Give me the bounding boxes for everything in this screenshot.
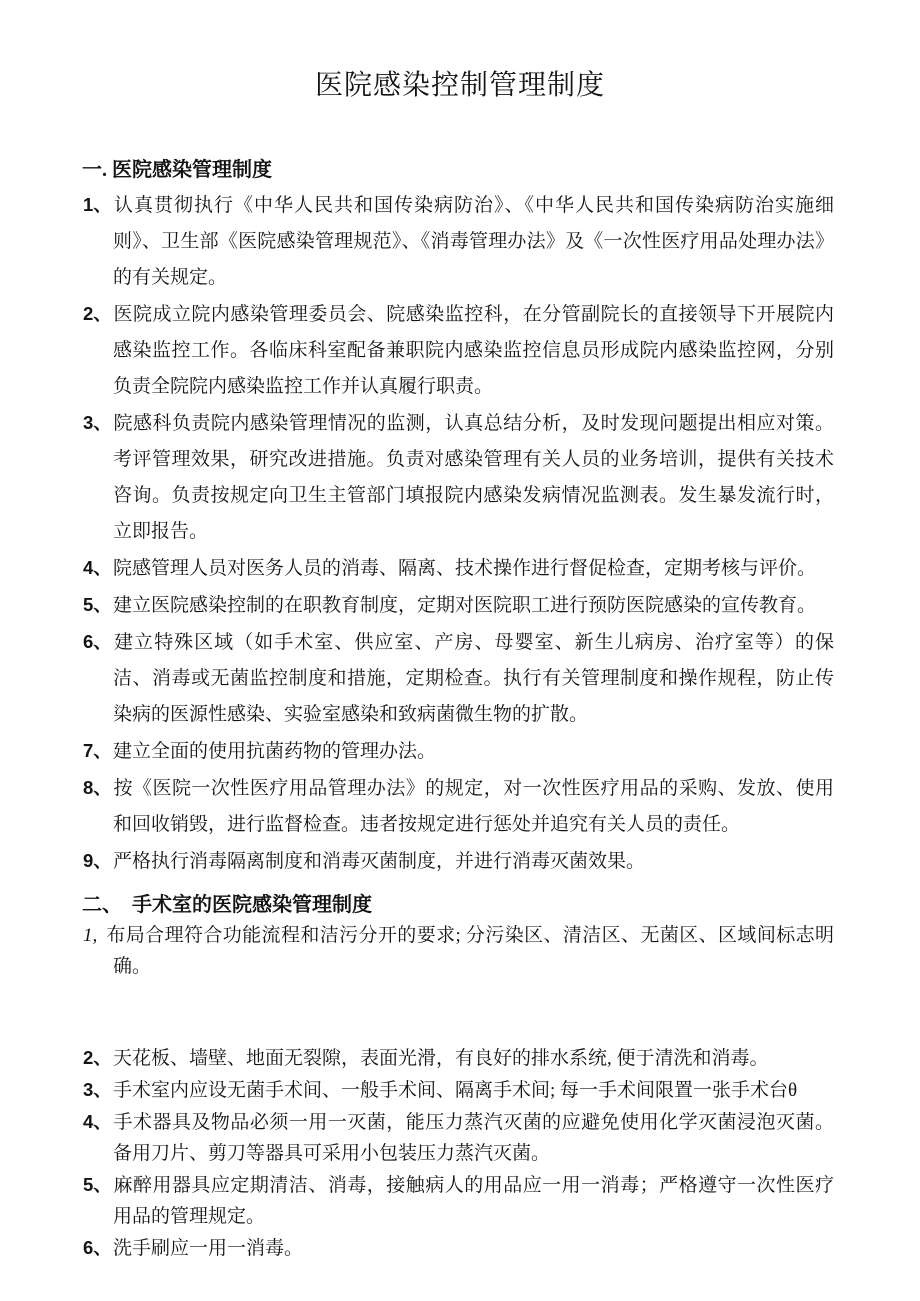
item-number: 2、 (83, 303, 112, 324)
document-title: 医院感染控制管理制度 (314, 70, 605, 101)
item-text: 院感管理人员对医务人员的消毒、隔离、技术操作进行督促检查，定期考核与评价。 (113, 558, 817, 579)
item-text: 建立全面的使用抗菌药物的管理办法。 (113, 741, 437, 762)
item-number: 8、 (83, 777, 112, 798)
item-text: 建立医院感染控制的在职教育制度，定期对医院职工进行预防医院感染的宣传教育。 (113, 595, 817, 616)
item-text: 院感科负责院内感染管理情况的监测，认真总结分析，及时发现问题提出相应对策。考评管理效果，研究改进措施。负责对感染管理有关人员的业务培训，提供有关技术咨询。负责按规定向卫生主管部门填报院内感染发病情况监测表。发生暴发流行时，立即报告。 (113, 413, 834, 542)
list-item (83, 733, 834, 770)
item-text: 布局合理符合功能流程和洁污分开的要求; 分污染区、清洁区、无菌区、区域间标志明确。 (106, 925, 834, 977)
list-item (83, 550, 834, 587)
item-number: 3、 (83, 412, 112, 433)
item-number: 4、 (83, 557, 112, 578)
item-text: 天花板、墙壁、地面无裂隙，表面光滑，有良好的排水系统, 便于清洗和消毒。 (113, 1048, 769, 1069)
list-item (83, 770, 834, 843)
item-text: 手术器具及物品必须一用一灭菌，能压力蒸汽灭菌的应避免使用化学灭菌浸泡灭菌。备用刀片、剪刀等器具可采用小包装压力蒸汽灭菌。 (113, 1112, 834, 1164)
section-2-heading: 二、 手术室的医院感染管理制度 (82, 894, 372, 916)
item-text: 手术室内应设无菌手术间、一般手术间、隔离手术间; 每一手术间限置一张手术台θ (113, 1080, 798, 1101)
list-item (83, 187, 834, 296)
list-item (83, 405, 834, 550)
list-item (83, 1106, 834, 1169)
item-text: 认真贯彻执行《中华人民共和国传染病防治》、《中华人民共和国传染病防治实施细则》、卫生部《医院感染管理规范》、《消毒管理办法》及《一次性医疗用品处理办法》的有关规定。 (113, 195, 834, 288)
list-item (83, 1074, 834, 1106)
item-number: 9、 (83, 850, 112, 871)
list-item (83, 624, 834, 733)
item-text: 医院成立院内感染管理委员会、院感染监控科，在分管副院长的直接领导下开展院内感染监控工作。各临床科室配备兼职院内感染监控信息员形成院内感染监控网，分别负责全院院内感染监控工作并认真履行职责。 (113, 304, 834, 397)
item-number: 1, (83, 925, 98, 946)
item-number: 6、 (83, 1237, 112, 1258)
item-number: 6、 (83, 631, 112, 652)
item-number: 4、 (83, 1111, 112, 1132)
item-number: 1、 (83, 194, 112, 215)
item-text: 洗手刷应一用一消毒。 (113, 1238, 304, 1259)
item-number: 3、 (83, 1079, 112, 1100)
item-number: 7、 (83, 740, 112, 761)
list-item (83, 843, 834, 880)
item-text: 麻醉用器具应定期清洁、消毒，接触病人的用品应一用一消毒；严格遵守一次性医疗用品的管理规定。 (113, 1175, 834, 1227)
item-number: 2、 (83, 1047, 112, 1068)
list-item (83, 1169, 834, 1232)
list-item (83, 1042, 834, 1074)
item-text: 按《医院一次性医疗用品管理办法》的规定，对一次性医疗用品的采购、发放、使用和回收销毁，进行监督检查。违者按规定进行惩处并追究有关人员的责任。 (113, 778, 834, 835)
list-item (83, 1232, 834, 1264)
item-text: 严格执行消毒隔离制度和消毒灭菌制度，并进行消毒灭菌效果。 (113, 851, 646, 872)
list-item (83, 587, 834, 624)
list-item (83, 920, 834, 982)
item-number: 5、 (83, 1174, 112, 1195)
list-item (83, 296, 834, 405)
item-text: 建立特殊区域（如手术室、供应室、产房、母婴室、新生儿病房、治疗室等）的保洁、消毒或无菌监控制度和措施，定期检查。执行有关管理制度和操作规程，防止传染病的医源性感染、实验室感染和致病菌微生物的扩散。 (113, 632, 834, 725)
section-1-heading: 一. 医院感染管理制度 (82, 159, 272, 181)
item-number: 5、 (83, 594, 112, 615)
